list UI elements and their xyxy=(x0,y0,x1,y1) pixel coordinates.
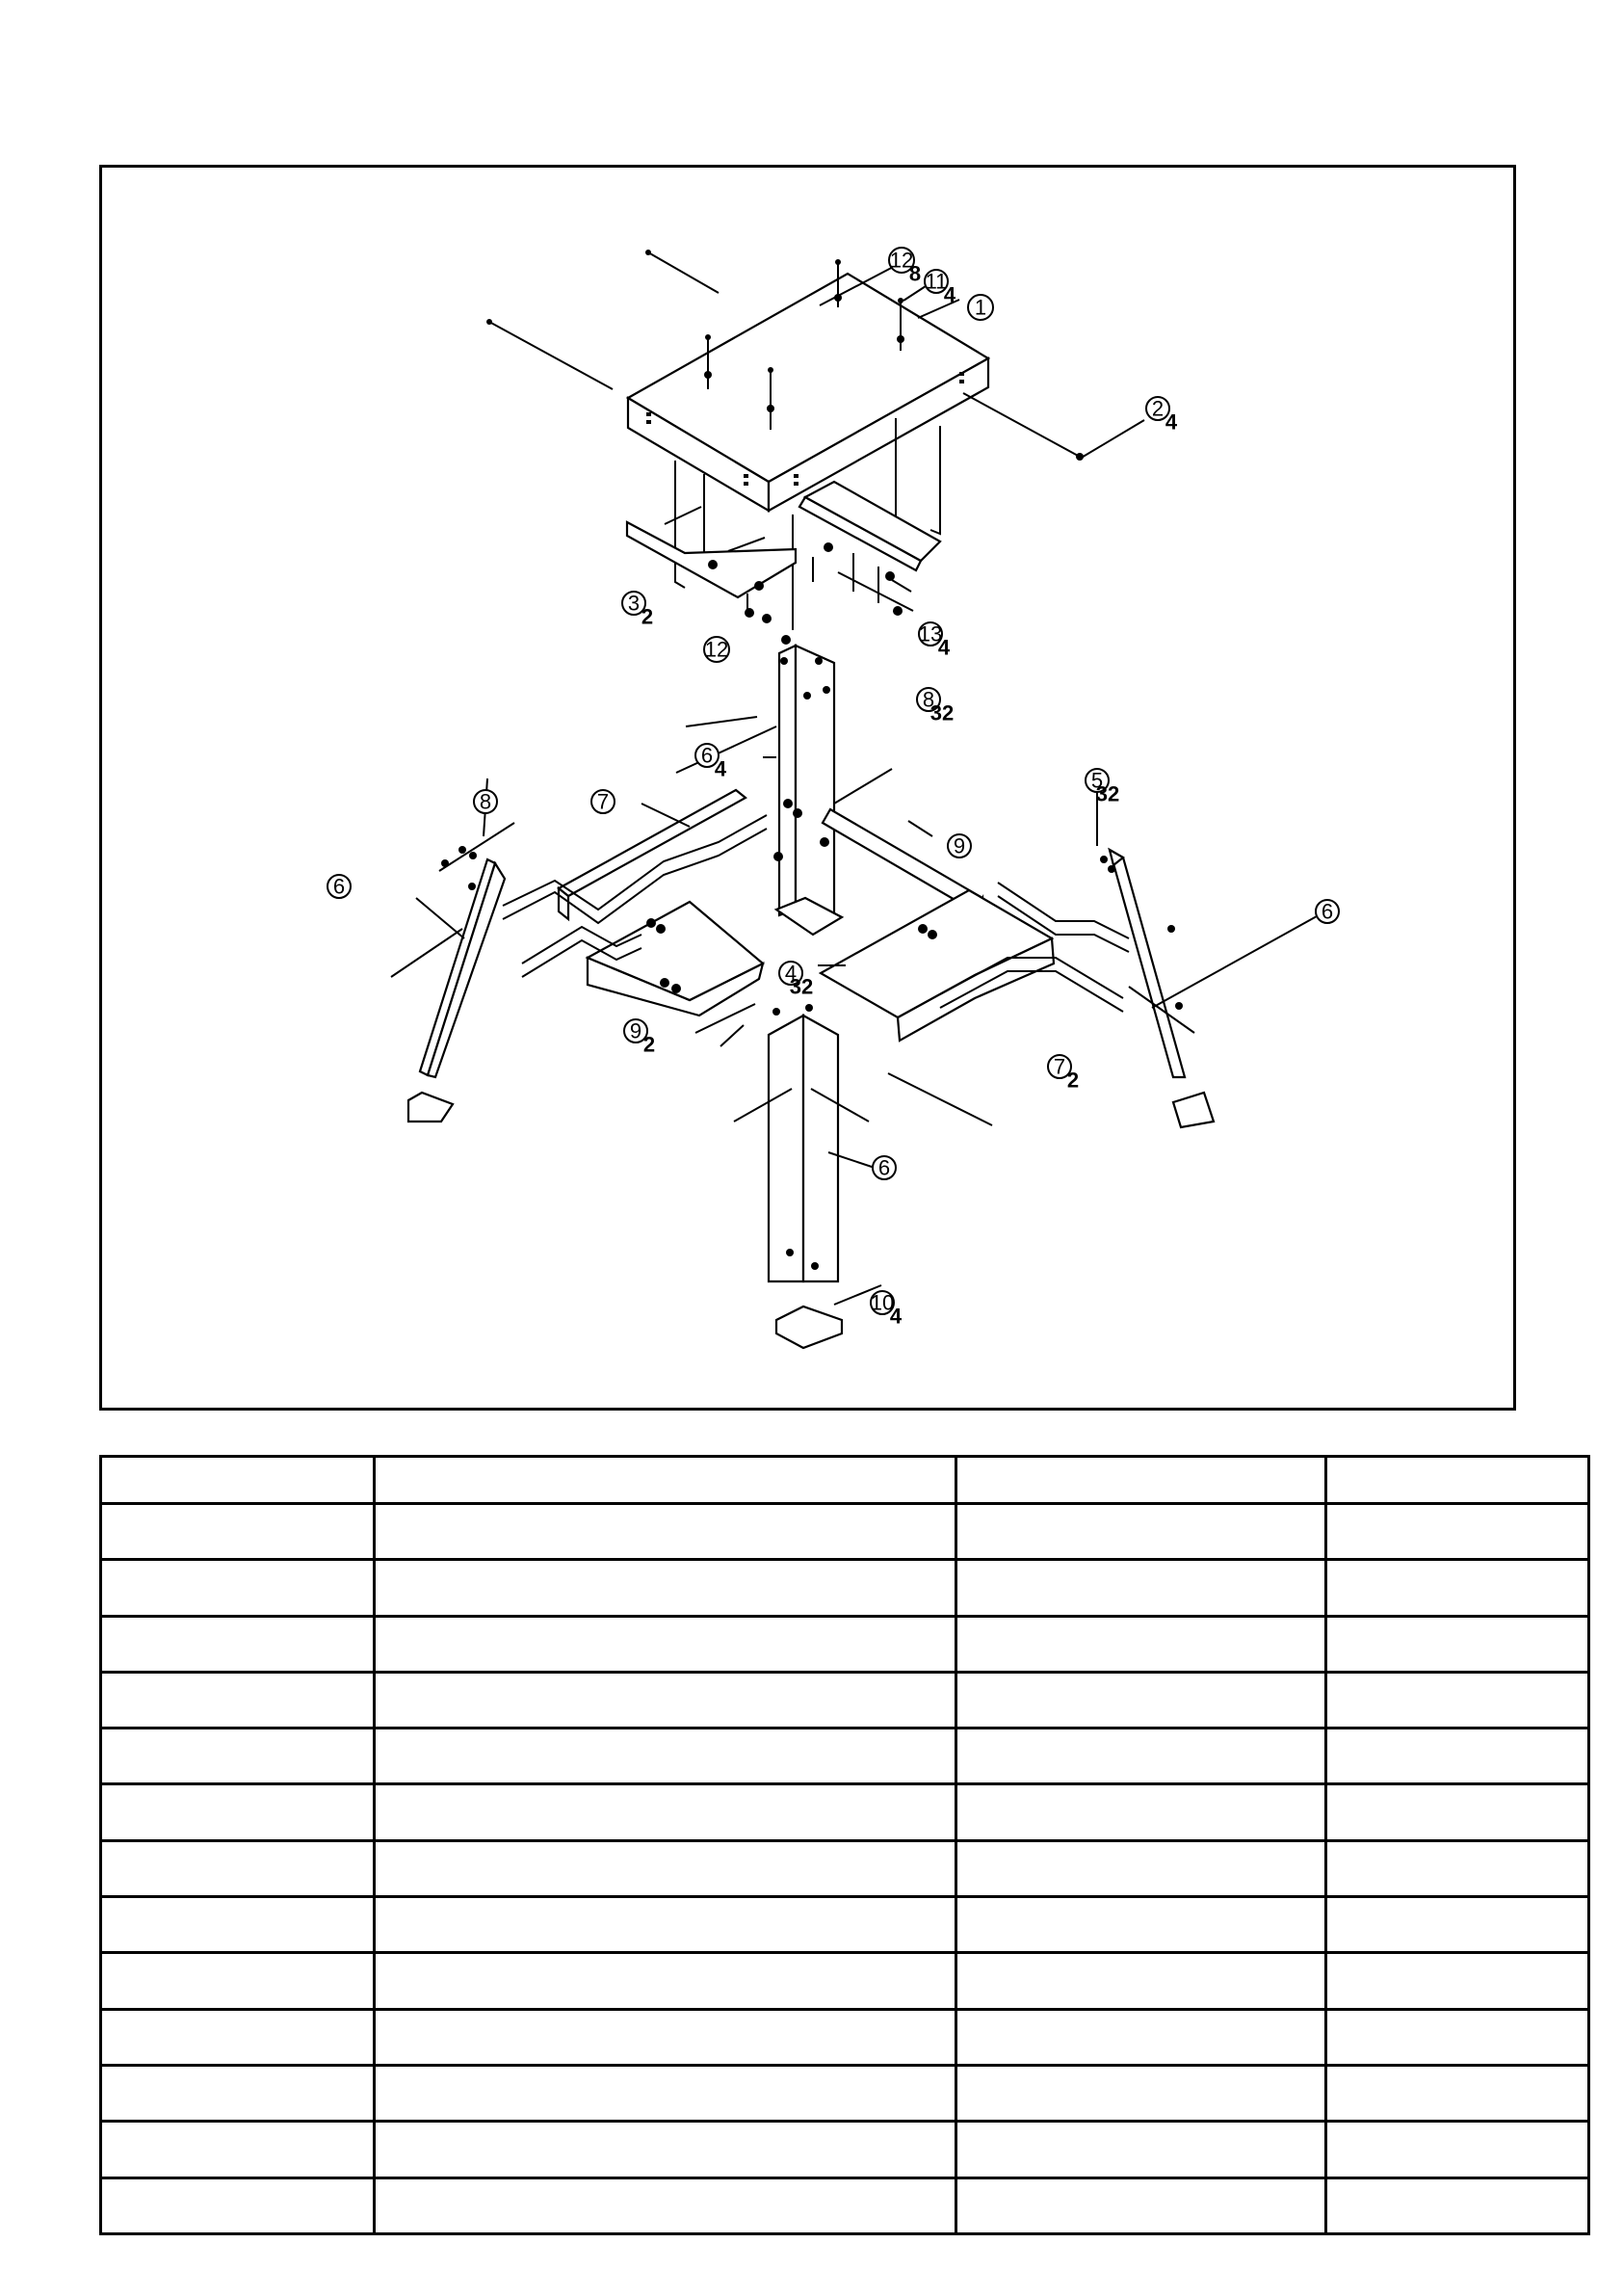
table-cell xyxy=(101,1672,375,1728)
table-cell xyxy=(956,1672,1326,1728)
table-cell xyxy=(956,2177,1326,2233)
callout-1 xyxy=(968,295,993,320)
table-cell xyxy=(1326,2122,1589,2177)
header-cell xyxy=(101,1457,375,1504)
table-cell xyxy=(375,2009,956,2065)
callout-13 xyxy=(919,622,951,660)
callout-7-back xyxy=(591,790,615,814)
callout-6-back xyxy=(695,744,727,781)
table-cell xyxy=(375,1953,956,2009)
back-post xyxy=(676,646,892,935)
table-row xyxy=(101,2065,1589,2121)
table-header-row xyxy=(101,1457,1589,1504)
table-row xyxy=(101,2009,1589,2065)
table-cell xyxy=(956,2009,1326,2065)
table-cell xyxy=(101,1897,375,1953)
table-cell xyxy=(1326,1840,1589,1896)
exploded-view-drawing xyxy=(99,165,1516,1411)
table-row xyxy=(101,1897,1589,1953)
callout-6-right xyxy=(1316,900,1339,924)
table-cell xyxy=(375,2122,956,2177)
parts-list-table xyxy=(99,1455,1590,2235)
table-cell xyxy=(956,1784,1326,1840)
callout-number: 12 xyxy=(889,248,914,273)
table-cell xyxy=(1326,1729,1589,1784)
top-plate xyxy=(628,274,988,630)
table-cell xyxy=(1326,1560,1589,1616)
right-leg xyxy=(1100,850,1214,1127)
table-cell xyxy=(956,2065,1326,2121)
table-cell xyxy=(101,2177,375,2233)
callout-number: 6 xyxy=(700,743,714,768)
callout-qty: 32 xyxy=(789,974,814,999)
table-cell xyxy=(1326,1504,1589,1560)
callout-qty: 4 xyxy=(1165,409,1178,435)
callout-number: 13 xyxy=(918,621,943,647)
callout-qty: 32 xyxy=(929,700,955,726)
table-row xyxy=(101,1560,1589,1616)
table-cell xyxy=(956,1729,1326,1784)
callout-number: 3 xyxy=(627,591,641,616)
callout-12-bottom xyxy=(704,637,729,662)
callout-number: 4 xyxy=(784,961,798,986)
table-cell xyxy=(101,1504,375,1560)
table-cell xyxy=(375,1840,956,1896)
table-cell xyxy=(101,1953,375,2009)
callout-qty: 4 xyxy=(943,282,956,307)
table-cell xyxy=(1326,2065,1589,2121)
table-cell xyxy=(375,1729,956,1784)
callout-5 xyxy=(1086,769,1119,806)
callout-qty: 2 xyxy=(642,1032,656,1057)
callout-6-left xyxy=(327,875,351,899)
callout-9-front xyxy=(624,1019,655,1057)
table-cell xyxy=(375,1897,956,1953)
callout-9-back xyxy=(948,834,971,858)
callout-number: 7 xyxy=(1053,1054,1066,1079)
callout-12-top xyxy=(889,248,921,286)
table-cell xyxy=(956,1616,1326,1672)
table-cell xyxy=(1326,1784,1589,1840)
callout-number: 2 xyxy=(1151,396,1165,421)
callout-number: 9 xyxy=(629,1018,642,1043)
table-row xyxy=(101,1729,1589,1784)
table-cell xyxy=(1326,1897,1589,1953)
front-leg xyxy=(695,1004,869,1348)
table-cell xyxy=(956,2122,1326,2177)
table-cell xyxy=(1326,1953,1589,2009)
table-row xyxy=(101,1840,1589,1896)
table-cell xyxy=(101,1840,375,1896)
callout-qty: 4 xyxy=(937,635,951,660)
table-cell xyxy=(956,1897,1326,1953)
callout-4 xyxy=(779,962,813,999)
table-cell xyxy=(375,1616,956,1672)
callout-qty: 32 xyxy=(1095,781,1120,806)
callout-number: 9 xyxy=(953,833,966,858)
table-cell xyxy=(101,2122,375,2177)
table-row xyxy=(101,1672,1589,1728)
table-body xyxy=(101,1504,1589,2234)
table-cell xyxy=(956,1840,1326,1896)
table-cell xyxy=(375,2065,956,2121)
callout-number: 6 xyxy=(332,874,346,899)
callout-11 xyxy=(925,270,956,307)
table-row xyxy=(101,2177,1589,2233)
table-cell xyxy=(101,2065,375,2121)
table-cell xyxy=(375,1784,956,1840)
callout-3 xyxy=(622,592,653,629)
table-row xyxy=(101,1616,1589,1672)
callout-number: 5 xyxy=(1090,768,1104,793)
callout-8-back xyxy=(917,688,954,726)
table-cell xyxy=(956,1953,1326,2009)
table-cell xyxy=(101,1729,375,1784)
callout-number: 10 xyxy=(870,1290,895,1315)
table-row xyxy=(101,1953,1589,2009)
callout-number: 6 xyxy=(877,1155,891,1180)
callout-qty: 2 xyxy=(1066,1068,1080,1093)
table-cell xyxy=(375,2177,956,2233)
table-cell xyxy=(1326,1616,1589,1672)
table-cell xyxy=(375,1504,956,1560)
callout-2 xyxy=(1146,397,1178,435)
callout-qty: 4 xyxy=(714,756,727,781)
callout-7-front xyxy=(1048,1055,1079,1093)
callout-6-front xyxy=(873,1156,896,1180)
callout-number: 11 xyxy=(925,269,948,294)
table-cell xyxy=(375,1560,956,1616)
side-rails xyxy=(627,482,943,647)
header-cell xyxy=(956,1457,1326,1504)
table-cell xyxy=(101,2009,375,2065)
callout-number: 8 xyxy=(479,789,492,814)
table-row xyxy=(101,2122,1589,2177)
callout-qty: 2 xyxy=(641,604,654,629)
callout-8-left xyxy=(474,790,497,814)
callout-number: 1 xyxy=(974,295,987,320)
table-cell xyxy=(101,1784,375,1840)
table-cell xyxy=(1326,2177,1589,2233)
callout-qty: 8 xyxy=(908,261,922,286)
callout-number: 6 xyxy=(1321,899,1334,924)
table-cell xyxy=(101,1560,375,1616)
callout-number: 12 xyxy=(704,637,729,662)
callout-number: 7 xyxy=(596,789,610,814)
table-cell xyxy=(956,1560,1326,1616)
table-cell xyxy=(1326,2009,1589,2065)
header-cell xyxy=(375,1457,956,1504)
table-cell xyxy=(375,1672,956,1728)
table-cell xyxy=(101,1616,375,1672)
callout-number: 8 xyxy=(922,687,935,712)
table-row xyxy=(101,1784,1589,1840)
exploded-assembly-svg xyxy=(102,168,1513,1408)
table-cell xyxy=(956,1504,1326,1560)
left-leg xyxy=(391,823,514,1122)
callout-qty: 4 xyxy=(889,1304,903,1329)
table-row xyxy=(101,1504,1589,1560)
table-cell xyxy=(1326,1672,1589,1728)
callout-10 xyxy=(871,1291,903,1329)
header-cell xyxy=(1326,1457,1589,1504)
